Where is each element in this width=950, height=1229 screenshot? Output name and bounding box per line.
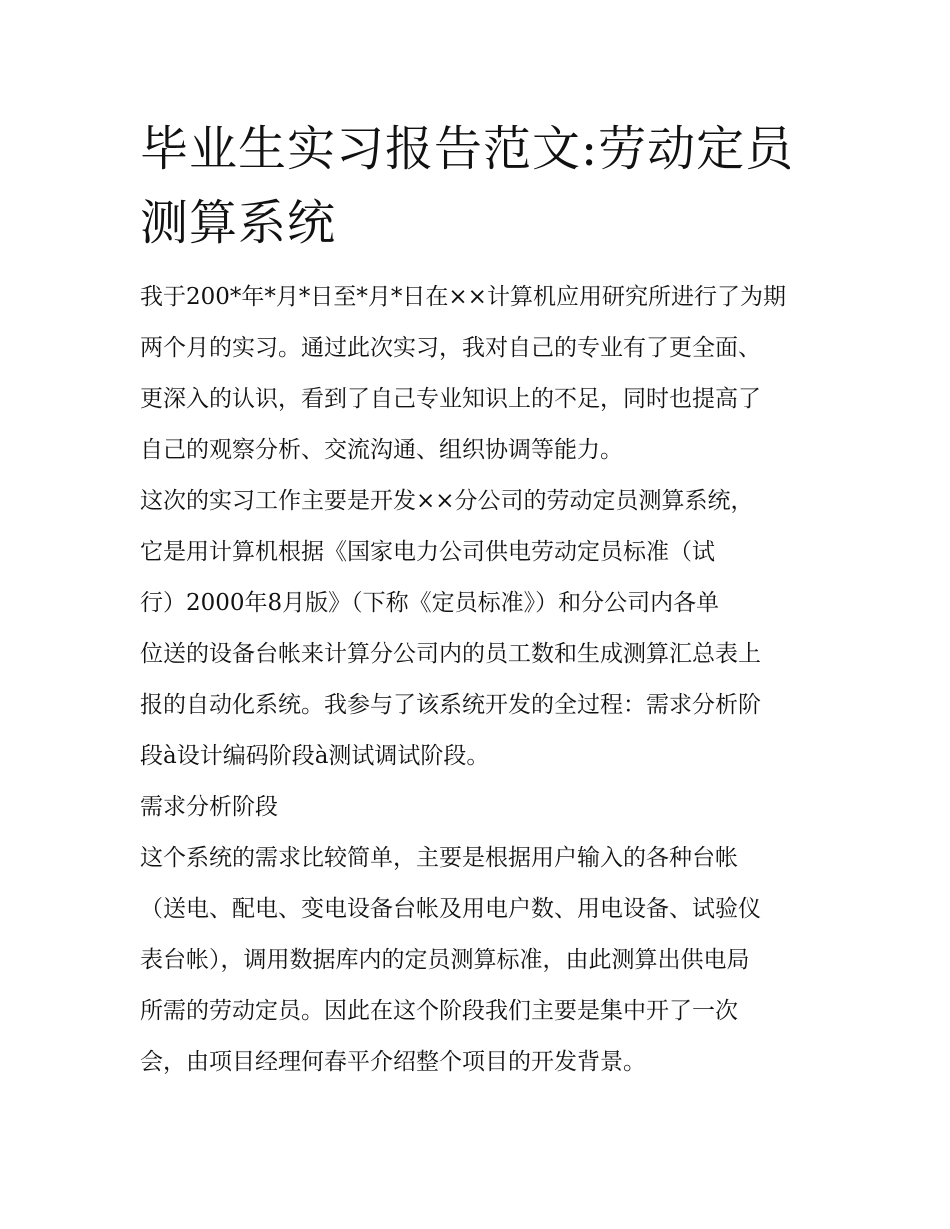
title-line: 测算系统 [140, 195, 337, 251]
document-body [140, 272, 820, 1088]
title-line: 毕业生实习报告范文:劳动定员 [140, 121, 795, 177]
body-line: 段à设计编码阶段à测试调试阶段。 [140, 743, 490, 769]
body-line: 自己的观察分析、交流沟通、组织协调等能力。 [140, 437, 623, 463]
section-heading: 需求分析阶段 [140, 794, 278, 820]
body-line: 表台帐），调用数据库内的定员测算标准，由此测算出供电局 [140, 947, 750, 973]
body-line: 行）2000年8月版》（下称《定员标准》）和分公司内各单 [140, 590, 720, 616]
body-line: 两个月的实习。通过此次实习，我对自己的专业有了更全面、 [140, 335, 761, 361]
body-line: 报的自动化系统。我参与了该系统开发的全过程：需求分析阶 [140, 692, 761, 718]
body-line: 会，由项目经理何春平介绍整个项目的开发背景。 [140, 1049, 646, 1075]
body-line: （送电、配电、变电设备台帐及用电户数、用电设备、试验仪 [140, 896, 761, 922]
body-line: 这个系统的需求比较简单，主要是根据用户输入的各种台帐 [140, 845, 738, 871]
body-line: 更深入的认识，看到了自己专业知识上的不足，同时也提高了 [140, 386, 761, 412]
body-line: 它是用计算机根据《国家电力公司供电劳动定员标准（试 [140, 539, 715, 565]
document-title [140, 112, 820, 260]
body-line: 位送的设备台帐来计算分公司内的员工数和生成测算汇总表上 [140, 641, 761, 667]
body-line: 所需的劳动定员。因此在这个阶段我们主要是集中开了一次 [140, 998, 738, 1024]
body-line: 这次的实习工作主要是开发××分公司的劳动定员测算系统， [140, 488, 754, 514]
body-line: 我于200*年*月*日至*月*日在××计算机应用研究所进行了为期 [140, 284, 786, 310]
